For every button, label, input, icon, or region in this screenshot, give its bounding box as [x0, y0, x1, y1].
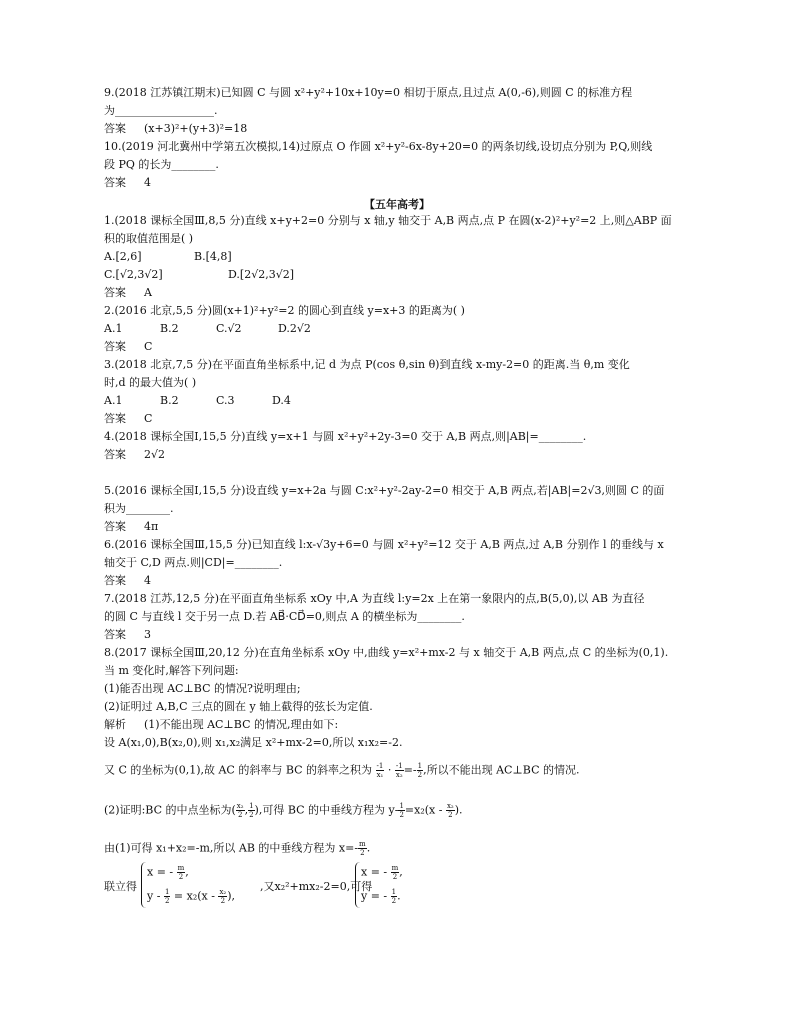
q8-line2: 当 m 变化时,解答下列问题:	[104, 664, 239, 677]
q3-answer	[104, 412, 152, 426]
q1-options-row1	[104, 250, 232, 264]
q2-option-c: C.√2	[216, 322, 242, 335]
q8-part1: (1)能否出现 AC⊥BC 的情况?说明理由;	[104, 682, 301, 695]
system-eq-1	[147, 864, 189, 881]
analysis-text: (1)不能出现 AC⊥BC 的情况,理由如下:	[144, 718, 339, 731]
q1-line2: 积的取值范围是( )	[104, 232, 194, 245]
answer-value: 4	[144, 574, 151, 587]
q2-option-d: D.2√2	[278, 322, 311, 335]
numerator: 1	[249, 802, 254, 810]
fraction	[391, 864, 400, 881]
answer-label: 答案	[104, 628, 126, 641]
denominator: 2	[360, 849, 365, 857]
fraction	[358, 840, 367, 857]
q2-option-a: A.1	[104, 322, 123, 335]
numerator: 1	[164, 888, 170, 896]
q5-answer	[104, 520, 158, 534]
q2-line1: 2.(2016 北京,5,5 分)圆(x+1)²+y²=2 的圆心到直线 y=x+3 的距离为( )	[104, 304, 465, 317]
q1-options-row2	[104, 268, 294, 282]
comma: ,	[244, 803, 249, 817]
answer-label: 答案	[104, 340, 126, 353]
q2-options	[104, 322, 311, 336]
denominator: 2	[237, 811, 243, 819]
expr: ),	[227, 889, 236, 903]
q7-line1: 7.(2018 江苏,12,5 分)在平面直角坐标系 xOy 中,A 为直线 l:y=2x 上在第一象限内的点,B(5,0),以 AB 为直径	[104, 592, 645, 605]
solution-eq-1	[361, 864, 403, 881]
p10-line1: 10.(2019 河北冀州中学第五次模拟,14)过原点 O 作圆 x²+y²-6x-8y+20=0 的两条切线,设切点分别为 P,Q,则线	[104, 140, 653, 153]
numerator: -1	[395, 762, 403, 770]
answer-value: A	[144, 286, 152, 299]
answer-label: 答案	[104, 448, 126, 461]
answer-value: 3	[144, 628, 151, 641]
text-seg: ,所以不能出现 AC⊥BC 的情况.	[423, 763, 580, 777]
paren-open: (	[231, 803, 236, 817]
q3-option-b: B.2	[160, 394, 179, 407]
expr: x = -	[147, 865, 174, 879]
fraction	[446, 802, 455, 819]
answer-label: 答案	[104, 286, 126, 299]
q5-line1: 5.(2016 课标全国Ⅰ,15,5 分)设直线 y=x+2a 与圆 C:x²+y²-2ay-2=0 相交于 A,B 两点,若|AB|=2√3,则圆 C 的面	[104, 484, 665, 497]
numerator: x₂	[219, 888, 227, 896]
expr: ,	[185, 865, 189, 879]
expr: ,	[399, 865, 403, 879]
expr: y = -	[361, 889, 388, 903]
q4-answer	[104, 448, 165, 462]
answer-label: 答案	[104, 176, 126, 189]
answer-label: 答案	[104, 574, 126, 587]
answer-value: 4	[144, 176, 151, 189]
q6-line1: 6.(2016 课标全国Ⅲ,15,5 分)已知直线 l:x-√3y+6=0 与圆 x²+y²=12 交于 A,B 两点,过 A,B 分别作 l 的垂线与 x	[104, 538, 664, 551]
fraction	[177, 864, 186, 881]
p9-line2: 为__________________.	[104, 104, 218, 117]
denominator: x₁	[376, 771, 384, 779]
answer-value: 4π	[144, 520, 159, 533]
numerator: x₂	[236, 802, 244, 810]
denominator: 2	[249, 811, 254, 819]
expr: (x -	[424, 803, 443, 817]
q8-analysis-line2: 设 A(x₁,0),B(x₂,0),则 x₁,x₂满足 x²+mx-2=0,所以 x₁x₂=-2.	[104, 736, 403, 749]
q3-line1: 3.(2018 北京,7,5 分)在平面直角坐标系中,记 d 为点 P(cos θ,sin θ)到直线 x-my-2=0 的距离.当 θ,m 变化	[104, 358, 630, 371]
q6-line2: 轴交于 C,D 两点.则|CD|=________.	[104, 556, 283, 569]
answer-value: (x+3)²+(y+3)²=18	[144, 122, 248, 135]
denominator: 2	[220, 897, 226, 905]
fraction	[236, 802, 245, 819]
p10-answer	[104, 176, 151, 190]
denominator: 2	[399, 811, 404, 819]
q1-option-b: B.[4,8]	[194, 250, 232, 263]
q7-line2: 的圆 C 与直线 l 交于另一点 D.若 AB⃗·CD⃗=0,则点 A 的横坐标为________.	[104, 610, 465, 623]
expr: x₂²	[274, 880, 290, 893]
numerator: 1	[399, 802, 404, 810]
text-seg: .	[459, 803, 463, 817]
left-brace	[355, 862, 360, 908]
numerator: m	[391, 864, 399, 872]
q8-slope-line	[104, 762, 580, 779]
q2-answer	[104, 340, 152, 354]
q1-option-d: D.[2√2,3√2]	[228, 268, 295, 281]
numerator: 1	[391, 888, 397, 896]
q3-line2: 时,d 的最大值为( )	[104, 376, 197, 389]
denominator: 2	[448, 811, 453, 819]
q1-line1: 1.(2018 课标全国Ⅲ,8,5 分)直线 x+y+2=0 分别与 x 轴,y 轴交于 A,B 两点,点 P 在圆(x-2)²+y²=2 上,则△ABP 面	[104, 214, 672, 227]
text-seg: ,可得 BC 的中垂线方程为 y-	[258, 803, 399, 817]
q3-options	[104, 394, 291, 408]
expr: )	[454, 803, 460, 817]
q5-line2: 积为________.	[104, 502, 174, 515]
numerator: 1	[417, 762, 423, 770]
text-seg: 由(1)可得 x₁+x₂=-m,所以 AB 的中垂线方程为 x=-	[104, 841, 359, 855]
q8-system-label: 联立得	[104, 880, 137, 893]
denominator: 2	[178, 873, 184, 881]
expr: y -	[147, 889, 161, 903]
p10-line2: 段 PQ 的长为________.	[104, 158, 219, 171]
denominator: 2	[392, 873, 398, 881]
q3-option-a: A.1	[104, 394, 123, 407]
paren-close: )	[254, 803, 259, 817]
text-seg: (2)证明:BC 的中点坐标为	[104, 803, 232, 817]
fraction	[164, 888, 170, 905]
denominator: 2	[391, 897, 397, 905]
text-seg: 又 C 的坐标为(0,1),故 AC 的斜率与 BC 的斜率之积为	[104, 763, 373, 777]
text-seg: ,又	[260, 880, 275, 893]
fraction	[395, 762, 404, 779]
expr: = x₂(x -	[173, 889, 215, 903]
q4-line1: 4.(2018 课标全国Ⅰ,15,5 分)直线 y=x+1 与圆 x²+y²+2y-3=0 交于 A,B 两点,则|AB|=________.	[104, 430, 587, 443]
q8-ab-bisector-line	[104, 840, 370, 857]
numerator: m	[359, 840, 366, 848]
numerator: x₂	[446, 802, 454, 810]
q2-option-b: B.2	[160, 322, 179, 335]
q3-option-c: C.3	[216, 394, 235, 407]
answer-label: 答案	[104, 122, 126, 135]
expr: .	[397, 889, 401, 903]
q3-option-d: D.4	[272, 394, 291, 407]
text-seg: =x₂	[404, 803, 425, 817]
q1-option-c: C.[√2,3√2]	[104, 268, 163, 281]
q8-line1: 8.(2017 课标全国Ⅲ,20,12 分)在直角坐标系 xOy 中,曲线 y=x²+mx-2 与 x 轴交于 A,B 两点,点 C 的坐标为(0,1).	[104, 646, 669, 659]
q7-answer	[104, 628, 151, 642]
left-brace	[141, 862, 146, 908]
text-seg: +mx₂-2=0,可得	[289, 880, 373, 893]
q6-answer	[104, 574, 151, 588]
q8-analysis-line1	[104, 718, 338, 732]
answer-value: C	[144, 412, 153, 425]
q8-part2: (2)证明过 A,B,C 三点的圆在 y 轴上截得的弦长为定值.	[104, 700, 373, 713]
answer-label: 答案	[104, 520, 126, 533]
p9-answer	[104, 122, 247, 136]
denominator: 2	[417, 771, 423, 779]
system-eq-2	[147, 888, 235, 905]
solution-eq-2	[361, 888, 401, 905]
q1-option-a: A.[2,6]	[104, 250, 142, 263]
expr: x = -	[361, 865, 388, 879]
analysis-label: 解析	[104, 718, 126, 731]
q8-midpoint-line	[104, 802, 463, 819]
answer-value: 2√2	[144, 448, 166, 461]
answer-label: 答案	[104, 412, 126, 425]
fraction	[218, 888, 227, 905]
text-seg: .	[366, 841, 371, 855]
numerator: m	[177, 864, 185, 872]
section-title: 【五年高考】	[364, 198, 430, 211]
dot-operator: ·	[387, 763, 392, 777]
denominator: 2	[164, 897, 170, 905]
answer-value: C	[144, 340, 153, 353]
fraction	[376, 762, 385, 779]
p9-line1: 9.(2018 江苏镇江期末)已知圆 C 与圆 x²+y²+10x+10y=0 相切于原点,且过点 A(0,-6),则圆 C 的标准方程	[104, 86, 633, 99]
text-seg: =-	[403, 763, 417, 777]
denominator: x₂	[395, 771, 403, 779]
q1-answer	[104, 286, 152, 300]
numerator: -1	[376, 762, 384, 770]
